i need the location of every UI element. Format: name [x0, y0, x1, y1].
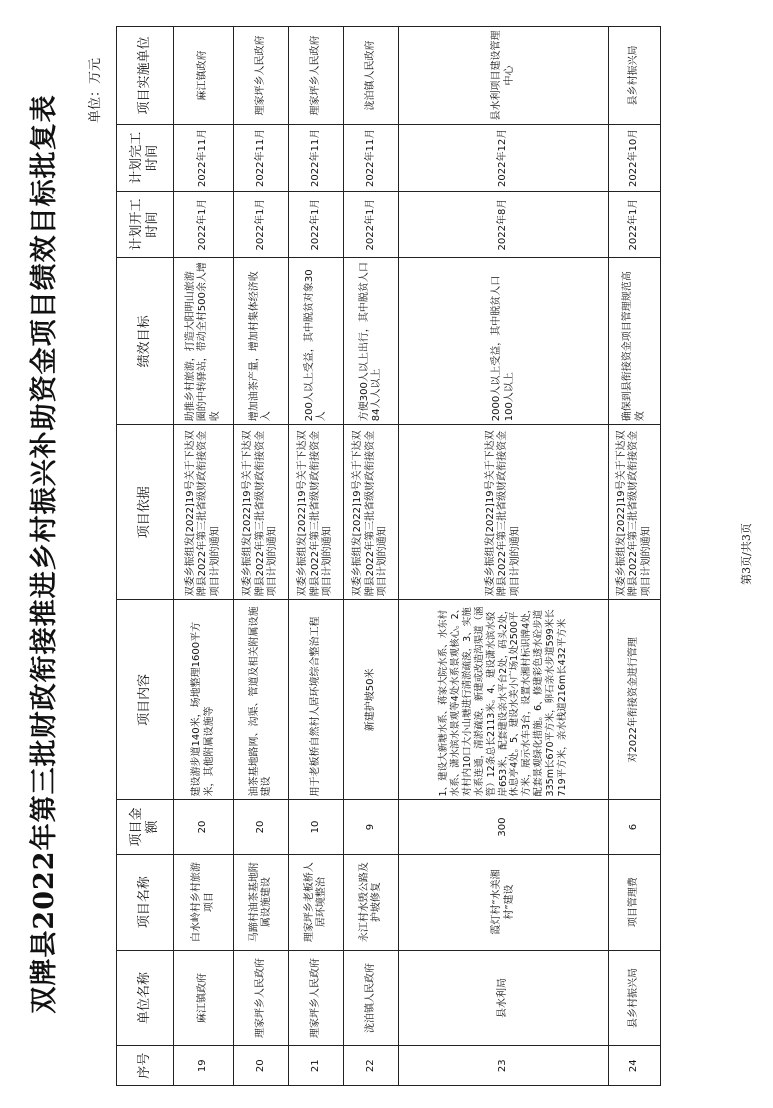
table-row	[289, 27, 344, 1086]
cell-end: 2022年11月	[174, 125, 234, 192]
cell-impl: 理家坪乡人民政府	[289, 27, 344, 125]
cell-unit: 理家坪乡人民政府	[234, 950, 289, 1046]
cell-name: 白水岭村乡村旅游项目	[174, 854, 234, 950]
cell-impl: 麻江镇政府	[174, 27, 234, 125]
cell-name: 霞灯村“水美湘村”建设	[399, 854, 609, 950]
header-basis: 项目依据	[117, 425, 174, 600]
page-footer: 第3页/共3页	[740, 523, 753, 585]
document-title: 双牌县2022年第三批财政衔接推进乡村振兴补助资金项目绩效目标批复表	[29, 94, 60, 1014]
header-amount: 项目金额	[117, 800, 174, 854]
cell-amount: 20	[174, 800, 234, 854]
cell-no: 23	[399, 1046, 609, 1086]
cell-content: 用于老板桥自然村人居环境综合整治工程	[289, 600, 344, 800]
table-row	[344, 27, 399, 1086]
cell-no: 21	[289, 1046, 344, 1086]
cell-goal: 助推乡村旅游，打造大阳明山旅游圈的中转驿站，带动全村500余人增收	[174, 258, 234, 425]
cell-name: 理家坪乡老板桥人居环境整治	[289, 854, 344, 950]
header-end: 计划完工时间	[117, 125, 174, 192]
cell-content: 1、建设大新塘水系、蒋家大院水系、水东村水系、潇水滨水景观等4处水系景观核心。2、对村内10口大小山塘进行清淤疏浚，3、实施水系连通，清淤疏浚，新建或改造沟渠道（涵管）12条总长2113米。4、建设潇水滨水驳岸653米，配套建设亲水平台2处，码头2处，休息亭4处。5、建设水美小广场1处2500平方米，展示水车3台，设置水湘村标识牌4处，配套景观绿化措施。6、修建彩色透水砼步道335m长670平方米，卵石亲水步道599米长719平方米，亲水栈道216m长432平方米	[399, 600, 609, 800]
cell-impl: 泷泊镇人民政府	[344, 27, 399, 125]
project-table	[116, 26, 661, 1086]
cell-content: 对2022年衔接资金进行管理	[609, 600, 661, 800]
cell-goal: 增加油茶产量，增加村集体经济收入	[234, 258, 289, 425]
cell-start: 2022年1月	[289, 191, 344, 258]
cell-end: 2022年11月	[289, 125, 344, 192]
cell-start: 2022年1月	[174, 191, 234, 258]
header-no: 序号	[117, 1046, 174, 1086]
table-row	[399, 27, 609, 1086]
header-row	[117, 27, 174, 1086]
cell-goal: 200人以上受益，其中脱贫对象30人	[289, 258, 344, 425]
cell-content: 建设游步道140米，场地整理1600平方米，其他附属设施等	[174, 600, 234, 800]
header-content: 项目内容	[117, 600, 174, 800]
cell-end: 2022年11月	[344, 125, 399, 192]
cell-start: 2022年1月	[344, 191, 399, 258]
table-row	[174, 27, 234, 1086]
cell-name: 马蹄村油茶基地附属设施建设	[234, 854, 289, 950]
cell-unit: 泷泊镇人民政府	[344, 950, 399, 1046]
cell-no: 19	[174, 1046, 234, 1086]
cell-start: 2022年8月	[399, 191, 609, 258]
cell-basis: 双委乡振组发[2022]19号关于下达双牌县2022年第三批省级财政衔接资金项目计划的通知	[234, 425, 289, 600]
cell-unit: 县水利局	[399, 950, 609, 1046]
cell-end: 2022年11月	[234, 125, 289, 192]
cell-amount: 300	[399, 800, 609, 854]
cell-impl: 县乡村振兴局	[609, 27, 661, 125]
cell-content: 油茶基地路网、沟渠、管道及相关附属设施建设	[234, 600, 289, 800]
cell-no: 22	[344, 1046, 399, 1086]
cell-unit: 麻江镇政府	[174, 950, 234, 1046]
cell-name: 项目管理费	[609, 854, 661, 950]
cell-amount: 9	[344, 800, 399, 854]
cell-goal: 方便300人以上出行，其中脱贫人口84人人以上	[344, 258, 399, 425]
unit-label: 单位：万元	[88, 58, 103, 124]
cell-goal: 确保到县衔接资金项目管理规范高效	[609, 258, 661, 425]
cell-impl: 理家坪乡人民政府	[234, 27, 289, 125]
cell-name: 永江村水毁公路及护坡修复	[344, 854, 399, 950]
cell-end: 2022年12月	[399, 125, 609, 192]
cell-start: 2022年1月	[609, 191, 661, 258]
cell-basis: 双委乡振组发[2022]19号关于下达双牌县2022年第三批省级财政衔接资金项目计划的通知	[399, 425, 609, 600]
cell-basis: 双委乡振组发[2022]19号关于下达双牌县2022年第三批省级财政衔接资金项目计划的通知	[289, 425, 344, 600]
cell-goal: 2000人以上受益，其中脱贫人口100人以上	[399, 258, 609, 425]
cell-end: 2022年10月	[609, 125, 661, 192]
cell-start: 2022年1月	[234, 191, 289, 258]
table-row	[609, 27, 661, 1086]
cell-amount: 10	[289, 800, 344, 854]
cell-no: 24	[609, 1046, 661, 1086]
header-unit: 单位名称	[117, 950, 174, 1046]
cell-basis: 双委乡振组发[2022]19号关于下达双牌县2022年第三批省级财政衔接资金项目计划的通知	[174, 425, 234, 600]
header-start: 计划开工时间	[117, 191, 174, 258]
cell-basis: 双委乡振组发[2022]19号关于下达双牌县2022年第三批省级财政衔接资金项目计划的通知	[609, 425, 661, 600]
cell-amount: 6	[609, 800, 661, 854]
header-goal: 绩效目标	[117, 258, 174, 425]
cell-amount: 20	[234, 800, 289, 854]
header-name: 项目名称	[117, 854, 174, 950]
cell-unit: 县乡村振兴局	[609, 950, 661, 1046]
table-row	[234, 27, 289, 1086]
cell-unit: 理家坪乡人民政府	[289, 950, 344, 1046]
cell-no: 20	[234, 1046, 289, 1086]
cell-basis: 双委乡振组发[2022]19号关于下达双牌县2022年第三批省级财政衔接资金项目计划的通知	[344, 425, 399, 600]
header-impl: 项目实施单位	[117, 27, 174, 125]
cell-content: 新建护坡50米	[344, 600, 399, 800]
cell-impl: 县水利项目建设管理中心	[399, 27, 609, 125]
